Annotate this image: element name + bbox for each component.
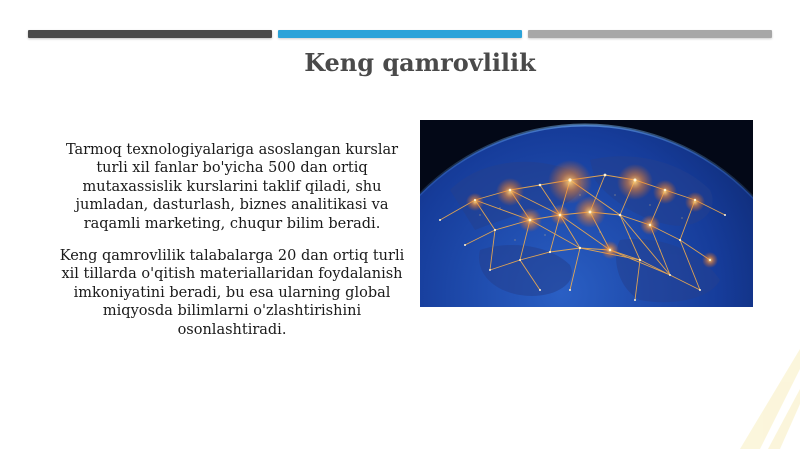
header-bar-light	[528, 30, 772, 38]
corner-decoration	[640, 329, 800, 449]
body-text	[58, 141, 406, 353]
header-bar-blue	[278, 30, 522, 38]
globe-network-image	[420, 120, 753, 307]
header-bar-dark	[28, 30, 272, 38]
paragraph-2: Keng qamrovlilik talabalarga 20 dan ortiq turli xil tillarda o'qitish materiallaridan foydalanish imkoniyatini beradi, bu esa ularning global miqyosda bilimlarni o'zlashtirishini osonlashtiradi.	[59, 248, 405, 338]
slide-title: Keng qamrovlilik	[304, 48, 536, 77]
paragraph-1: Tarmoq texnologiyalariga asoslangan kurslar turli xil fanlar bo'yicha 500 dan ortiq mutaxassislik kurslarini taklif qiladi, shu jumladan, dasturlash, biznes analitikasi va raqamli marketing, chuqur bilim beradi.	[65, 142, 399, 232]
